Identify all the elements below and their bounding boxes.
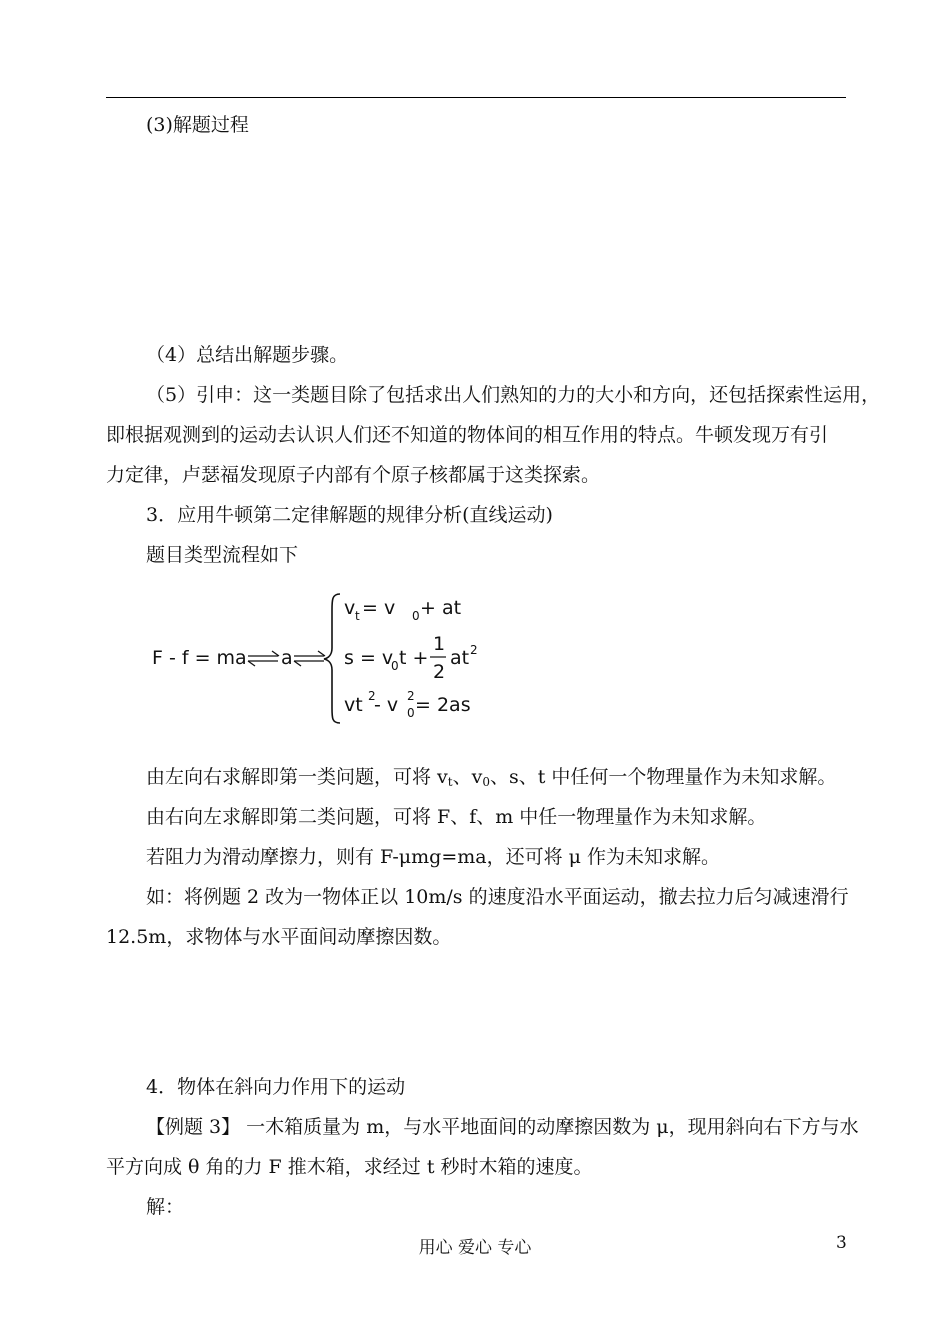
- eq2-part: t +: [399, 647, 429, 669]
- paragraph-line: 平方向成 θ 角的力 F 推木箱，求经过 t 秒时木箱的速度。: [106, 1156, 593, 1178]
- header-rule: [106, 97, 846, 98]
- paragraph-line: 若阻力为滑动摩擦力，则有 F-μmg=ma，还可将 μ 作为未知求解。: [146, 846, 721, 868]
- paragraph-line: 如：将例题 2 改为一物体正以 10m/s 的速度沿水平面运动，撤去拉力后匀减速滑行: [146, 886, 849, 908]
- text-run: 由左向右求解即第一类问题，可将 v: [146, 766, 448, 788]
- paragraph-line: 12.5m，求物体与水平面间动摩擦因数。: [106, 926, 452, 948]
- subscript: 0: [482, 775, 490, 789]
- eq3-part: - v: [374, 694, 399, 716]
- eq3-sub: 0: [407, 706, 415, 720]
- eq1-part: + at: [420, 597, 462, 619]
- double-arrow-icon: [248, 651, 279, 666]
- eq2-part: s = v: [344, 647, 394, 669]
- eq1-part: v: [344, 597, 356, 619]
- formula-left: F - f = ma: [152, 647, 247, 669]
- eq1-part: = v: [362, 597, 396, 619]
- page-number: 3: [836, 1233, 847, 1253]
- paragraph-line: 题目类型流程如下: [146, 544, 299, 566]
- formula-mid: a: [281, 647, 293, 669]
- eq3-part: = 2as: [415, 694, 471, 716]
- eq2-part: at: [450, 647, 470, 669]
- eq2-sub: 0: [391, 659, 399, 673]
- section-4-heading: （4）总结出解题步骤。: [146, 344, 349, 366]
- flow-formula: [150, 590, 480, 725]
- brace-icon: [324, 594, 340, 723]
- text-run: 、v: [452, 766, 483, 788]
- paragraph-line: 由右向左求解即第二类问题，可将 F、f、m 中任一物理量作为未知求解。: [146, 806, 767, 828]
- text-run: 、s、t 中任何一个物理量作为未知求解。: [489, 766, 837, 788]
- solution-label: 解：: [146, 1196, 185, 1218]
- eq1-sub: t: [355, 609, 360, 623]
- double-arrow-icon: [294, 651, 325, 666]
- section-3-heading: (3)解题过程: [146, 114, 249, 136]
- eq3-sup: 2: [407, 689, 415, 703]
- eq2-numerator: 1: [433, 633, 446, 655]
- paragraph-line: 力定律，卢瑟福发现原子内部有个原子核都属于这类探索。: [106, 464, 601, 486]
- paragraph-line: [146, 765, 836, 794]
- footer-motto: 用心 爱心 专心: [418, 1238, 532, 1258]
- section-heading-3: 3．应用牛顿第二定律解题的规律分析(直线运动): [146, 504, 553, 526]
- example-3-line: 【例题 3】 一木箱质量为 m，与水平地面间的动摩擦因数为 μ，现用斜向右下方与水: [146, 1116, 859, 1138]
- subscript: t: [447, 775, 453, 789]
- paragraph-line: 即根据观测到的运动去认识人们还不知道的物体间的相互作用的特点。牛顿发现万有引: [106, 424, 829, 446]
- paragraph-line: （5）引申：这一类题目除了包括求出人们熟知的力的大小和方向，还包括探索性运用，: [146, 384, 881, 406]
- eq1-sub: 0: [412, 609, 420, 623]
- eq2-sup: 2: [470, 643, 478, 657]
- eq3-part: vt: [344, 694, 363, 716]
- section-heading-4: 4．物体在斜向力作用下的运动: [146, 1076, 406, 1098]
- eq2-denominator: 2: [433, 661, 446, 683]
- eq3-sup: 2: [368, 689, 376, 703]
